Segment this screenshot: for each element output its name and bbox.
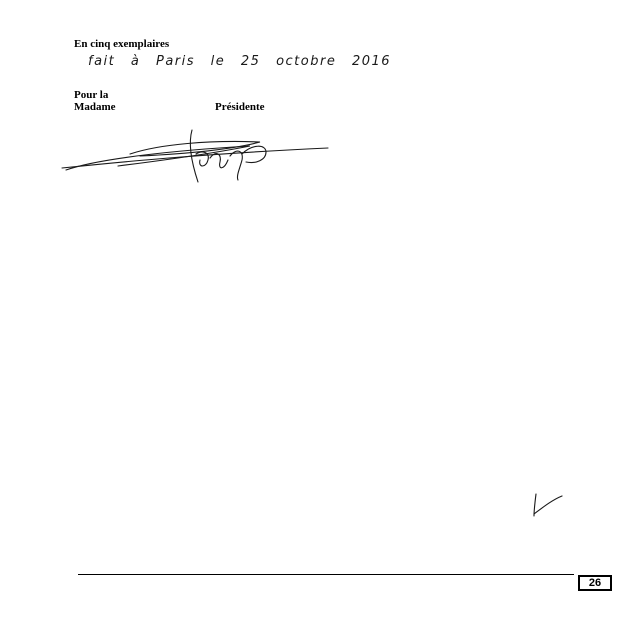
presidente-label: Présidente xyxy=(215,101,265,113)
copies-statement: En cinq exemplaires xyxy=(74,38,170,50)
handwritten-place-date: fait à Paris le 25 octobre 2016 xyxy=(88,54,392,69)
page-number: 26 xyxy=(588,576,602,589)
pour-la-label: Pour la xyxy=(74,89,109,101)
initial-mark xyxy=(530,492,564,518)
page-number-box xyxy=(578,575,612,591)
signature-graphic xyxy=(60,124,330,188)
madame-label: Madame xyxy=(74,101,116,113)
footer-rule xyxy=(78,574,574,575)
